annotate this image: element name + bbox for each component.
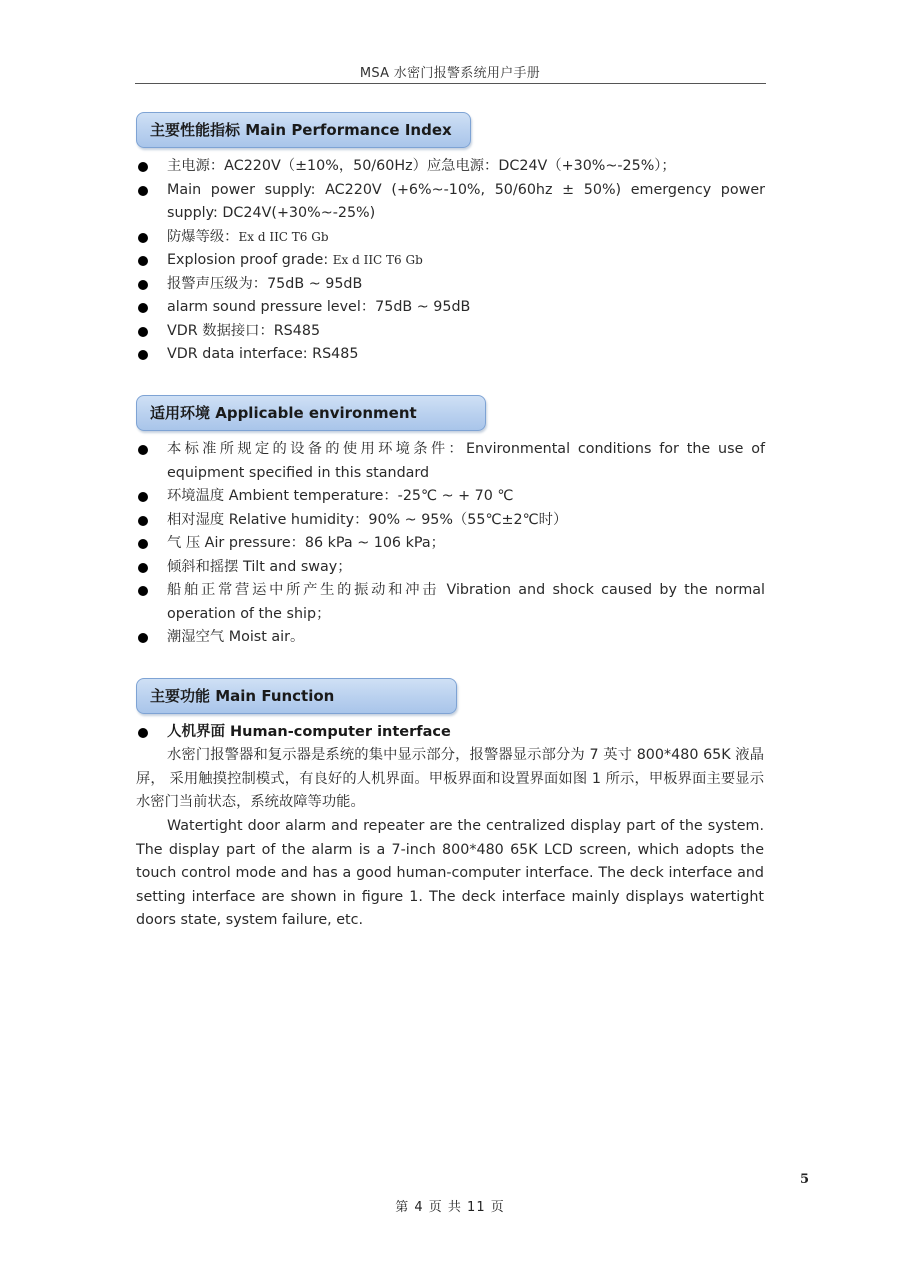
bullet-icon <box>138 162 148 172</box>
section-heading-performance: 主要性能指标 Main Performance Index <box>136 112 471 148</box>
bullet-icon <box>138 539 148 549</box>
list-item: 船舶正常营运中所产生的振动和冲击 Vibration and shock caused by the normal operation of the ship； <box>136 579 765 626</box>
list-item: Main power supply: AC220V (+6%~-10%, 50/60hz ± 50%) emergency power supply: DC24V(+30%~-25%) <box>136 179 765 226</box>
bullet-icon <box>138 586 148 596</box>
bullet-icon <box>138 728 148 738</box>
list-item: 潮湿空气 Moist air。 <box>136 626 765 650</box>
list-item: 环境温度 Ambient temperature：-25℃ ~ + 70 ℃ <box>136 485 765 509</box>
bullet-icon <box>138 280 148 290</box>
section-heading-function: 主要功能 Main Function <box>136 678 457 714</box>
list-item: alarm sound pressure level：75dB ~ 95dB <box>136 296 765 320</box>
list-item: VDR 数据接口：RS485 <box>136 320 765 344</box>
list-item: 本标准所规定的设备的使用环境条件：Environmental conditions for the use of equipment specified in this standard <box>136 438 765 485</box>
bullet-icon <box>138 233 148 243</box>
bullet-icon <box>138 186 148 196</box>
list-item: 防爆等级：Ex d IIC T6 Gb <box>136 226 765 250</box>
bullet-icon <box>138 445 148 455</box>
list-item: VDR data interface: RS485 <box>136 343 765 367</box>
header-divider <box>135 83 766 84</box>
bullet-icon <box>138 327 148 337</box>
list-item: 倾斜和摇摆 Tilt and sway； <box>136 556 765 580</box>
bullet-icon <box>138 563 148 573</box>
bullet-icon <box>138 303 148 313</box>
list-item: 气 压 Air pressure：86 kPa ~ 106 kPa； <box>136 532 765 556</box>
page-header-title: MSA 水密门报警系统用户手册 <box>359 66 541 81</box>
list-item: 相对湿度 Relative humidity：90% ~ 95%（55℃±2℃时） <box>136 509 765 533</box>
performance-list <box>136 155 765 367</box>
environment-list <box>136 438 765 650</box>
list-item: 报警声压级为：75dB ~ 95dB <box>136 273 765 297</box>
list-item: Explosion proof grade: Ex d IIC T6 Gb <box>136 249 765 273</box>
bullet-icon <box>138 516 148 526</box>
page-footer: 第 4 页 共 11 页 <box>395 1200 505 1215</box>
bullet-icon <box>138 350 148 360</box>
paragraph-chinese: 水密门报警器和复示器是系统的集中显示部分，报警器显示部分为 7 英寸 800*480 65K 液晶屏， 采用触摸控制模式，有良好的人机界面。甲板界面和设置界面如图 1 所示，甲板界面主要显示水密门当前状态，系统故障等功能。 <box>136 747 764 810</box>
bullet-icon <box>138 256 148 266</box>
bullet-icon <box>138 633 148 643</box>
corner-number: 5 <box>800 1172 810 1187</box>
sub-heading-hci: 人机界面 Human-computer interface <box>136 721 765 745</box>
list-item: 主电源：AC220V（±10%，50/60Hz）应急电源：DC24V（+30%~-25%）； <box>136 155 765 179</box>
bullet-icon <box>138 492 148 502</box>
paragraph-english: Watertight door alarm and repeater are the centralized display part of the system. The display part of the alarm is a 7-inch 800*480 65K LCD screen, which adopts the touch control mode and has a good human-computer interface. The deck interface and setting interface are shown in figure 1. The deck interface mainly displays watertight doors state, system failure, etc. <box>136 818 764 928</box>
section-heading-environment: 适用环境 Applicable environment <box>136 395 486 431</box>
